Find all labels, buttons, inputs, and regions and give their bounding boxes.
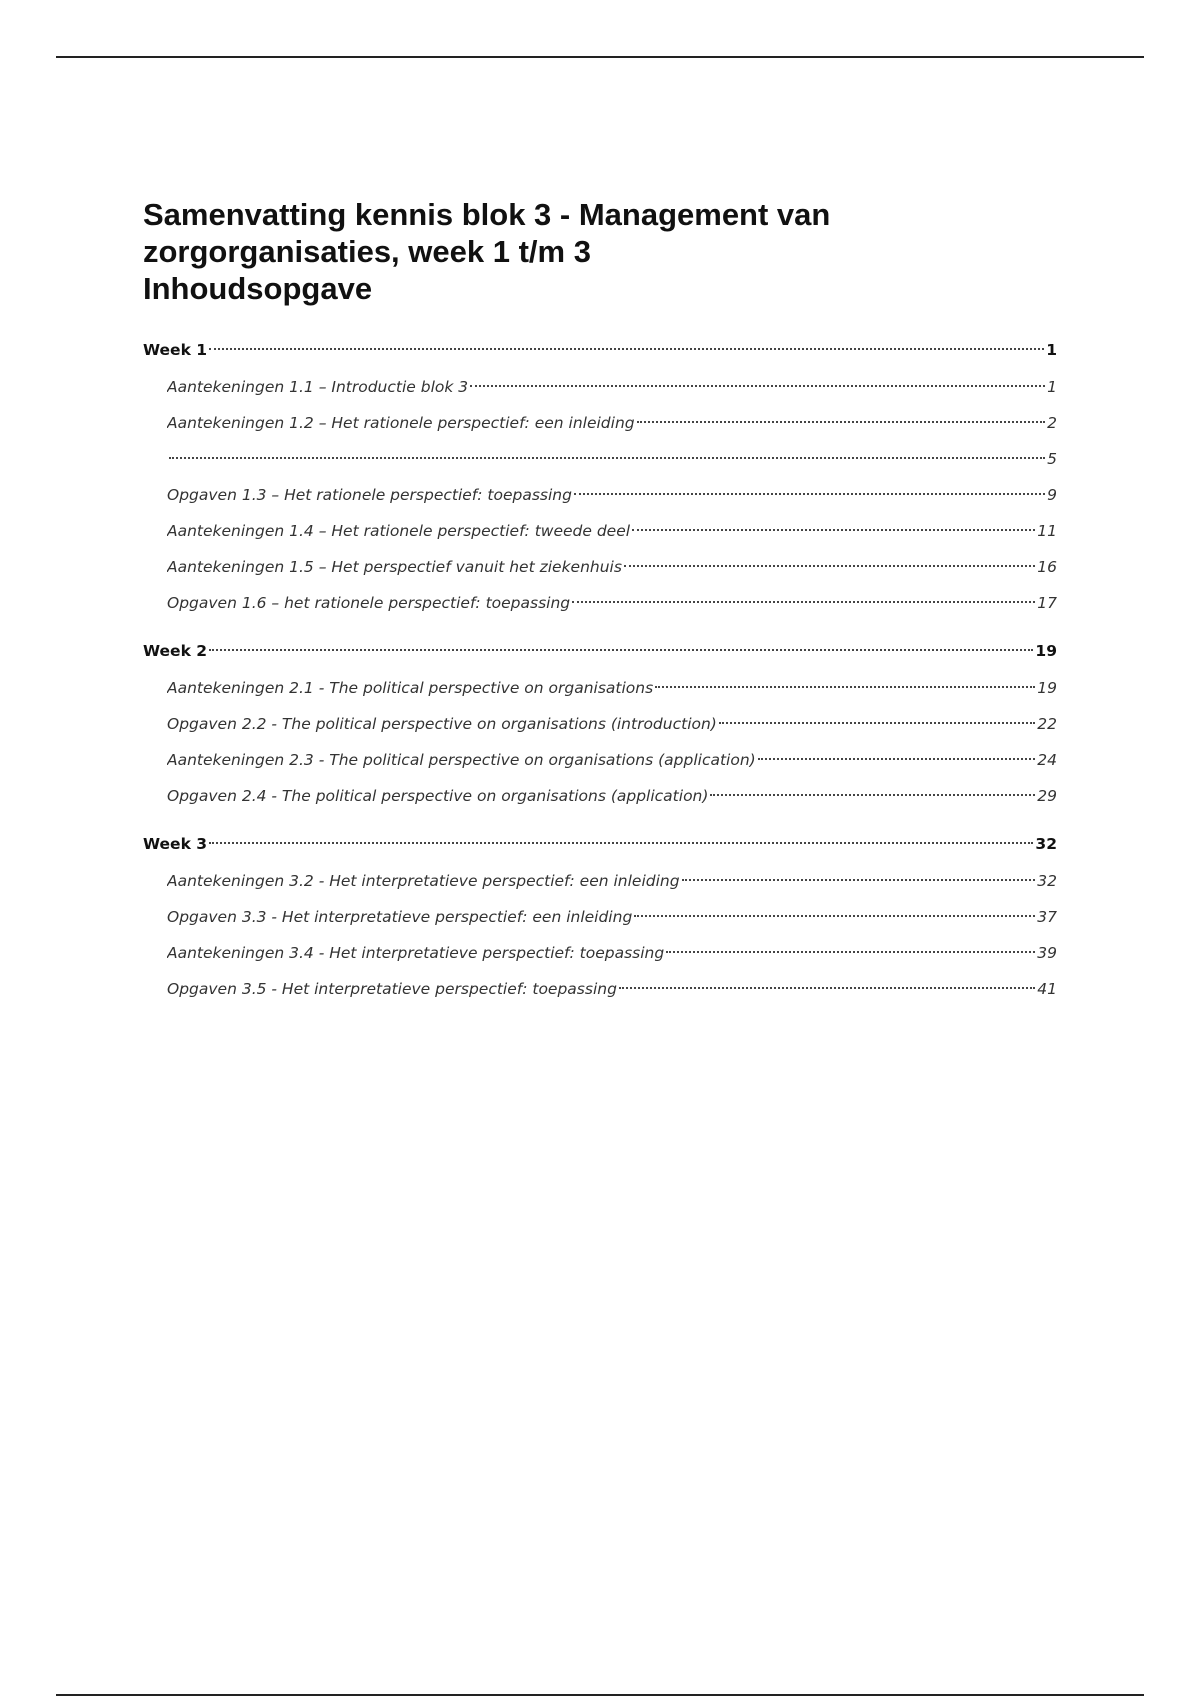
- toc-page-number: 41: [1037, 980, 1057, 998]
- toc-page-number: 11: [1037, 522, 1057, 540]
- toc-label: Aantekeningen 1.1 – Introductie blok 3: [167, 378, 469, 396]
- toc-label: Opgaven 3.5 - Het interpretatieve perspectief: toepassing: [167, 980, 617, 998]
- dot-leader: [619, 987, 1035, 989]
- toc-entry[interactable]: [143, 670, 1057, 706]
- toc-label: Aantekeningen 3.4 - Het interpretatieve perspectief: toepassing: [167, 944, 665, 962]
- dot-leader: [209, 842, 1033, 844]
- dot-leader: [169, 457, 1045, 459]
- toc-label: Week 2: [143, 642, 208, 660]
- title-block: [143, 196, 1093, 307]
- dot-leader: [719, 722, 1035, 724]
- toc-entry[interactable]: [143, 405, 1057, 441]
- dot-leader: [209, 649, 1033, 651]
- toc-entry[interactable]: [143, 549, 1057, 585]
- toc-label: Aantekeningen 1.4 – Het rationele perspectief: tweede deel: [167, 522, 631, 540]
- dot-leader: [758, 758, 1036, 760]
- toc-page-number: 2: [1047, 414, 1057, 432]
- dot-leader: [572, 601, 1035, 603]
- toc-label: Opgaven 1.6 – het rationele perspectief: toepassing: [167, 594, 571, 612]
- toc-page-number: 29: [1037, 787, 1057, 805]
- toc-label: Week 1: [143, 341, 208, 359]
- toc-entry[interactable]: [143, 706, 1057, 742]
- toc-label: Opgaven 1.3 – Het rationele perspectief: toepassing: [167, 486, 572, 504]
- toc-label: Aantekeningen 1.2 – Het rationele perspectief: een inleiding: [167, 414, 635, 432]
- toc-page-number: 16: [1037, 558, 1057, 576]
- dot-leader: [624, 565, 1035, 567]
- dot-leader: [710, 794, 1035, 796]
- toc-label: Opgaven 2.2 - The political perspective on organisations (introduction): [167, 715, 717, 733]
- dot-leader: [682, 879, 1036, 881]
- toc-entry[interactable]: [143, 477, 1057, 513]
- document-title: Samenvatting kennis blok 3 - Management van zorgorganisaties, week 1 t/m 3: [143, 197, 831, 269]
- toc-page-number: 1: [1046, 341, 1057, 359]
- toc-week-3[interactable]: [143, 826, 1057, 863]
- toc-label: Opgaven 3.3 - Het interpretatieve perspectief: een inleiding: [167, 908, 633, 926]
- toc-week-1[interactable]: [143, 332, 1057, 369]
- toc-page-number: 19: [1037, 679, 1057, 697]
- toc-entry[interactable]: [143, 513, 1057, 549]
- toc-label: Week 3: [143, 835, 208, 853]
- dot-leader: [470, 385, 1045, 387]
- toc-entry[interactable]: [143, 863, 1057, 899]
- dot-leader: [209, 348, 1044, 350]
- footer-rule: [56, 1694, 1144, 1696]
- toc-page-number: 1: [1047, 378, 1057, 396]
- toc-label: Aantekeningen 3.2 - Het interpretatieve perspectief: een inleiding: [167, 872, 680, 890]
- dot-leader: [634, 915, 1035, 917]
- toc-label: Aantekeningen 1.5 – Het perspectief vanuit het ziekenhuis: [167, 558, 622, 576]
- toc-page-number: 19: [1035, 642, 1057, 660]
- dot-leader: [632, 529, 1035, 531]
- dot-leader: [666, 951, 1035, 953]
- toc-entry[interactable]: [143, 585, 1057, 621]
- toc-page-number: 39: [1037, 944, 1057, 962]
- toc-page-number: 17: [1037, 594, 1057, 612]
- toc-label: Aantekeningen 2.1 - The political perspective on organisations: [167, 679, 654, 697]
- toc-entry[interactable]: [143, 971, 1057, 1007]
- toc-page-number: 9: [1047, 486, 1057, 504]
- toc-label: Opgaven 2.4 - The political perspective on organisations (application): [167, 787, 709, 805]
- table-of-contents: [143, 332, 1057, 1007]
- header-rule: [56, 56, 1144, 58]
- toc-page-number: 32: [1035, 835, 1057, 853]
- toc-week-2[interactable]: [143, 633, 1057, 670]
- toc-entry[interactable]: [143, 935, 1057, 971]
- toc-entry[interactable]: [143, 899, 1057, 935]
- toc-entry[interactable]: [143, 369, 1057, 405]
- toc-page-number: 37: [1037, 908, 1057, 926]
- toc-page-number: 5: [1047, 450, 1057, 468]
- dot-leader: [655, 686, 1035, 688]
- toc-entry[interactable]: [143, 742, 1057, 778]
- dot-leader: [637, 421, 1046, 423]
- toc-entry[interactable]: [143, 441, 1057, 477]
- toc-page-number: 32: [1037, 872, 1057, 890]
- toc-entry[interactable]: [143, 778, 1057, 814]
- toc-heading: Inhoudsopgave: [143, 271, 373, 306]
- toc-page-number: 24: [1037, 751, 1057, 769]
- toc-page-number: 22: [1037, 715, 1057, 733]
- toc-label: Aantekeningen 2.3 - The political perspective on organisations (application): [167, 751, 756, 769]
- dot-leader: [574, 493, 1045, 495]
